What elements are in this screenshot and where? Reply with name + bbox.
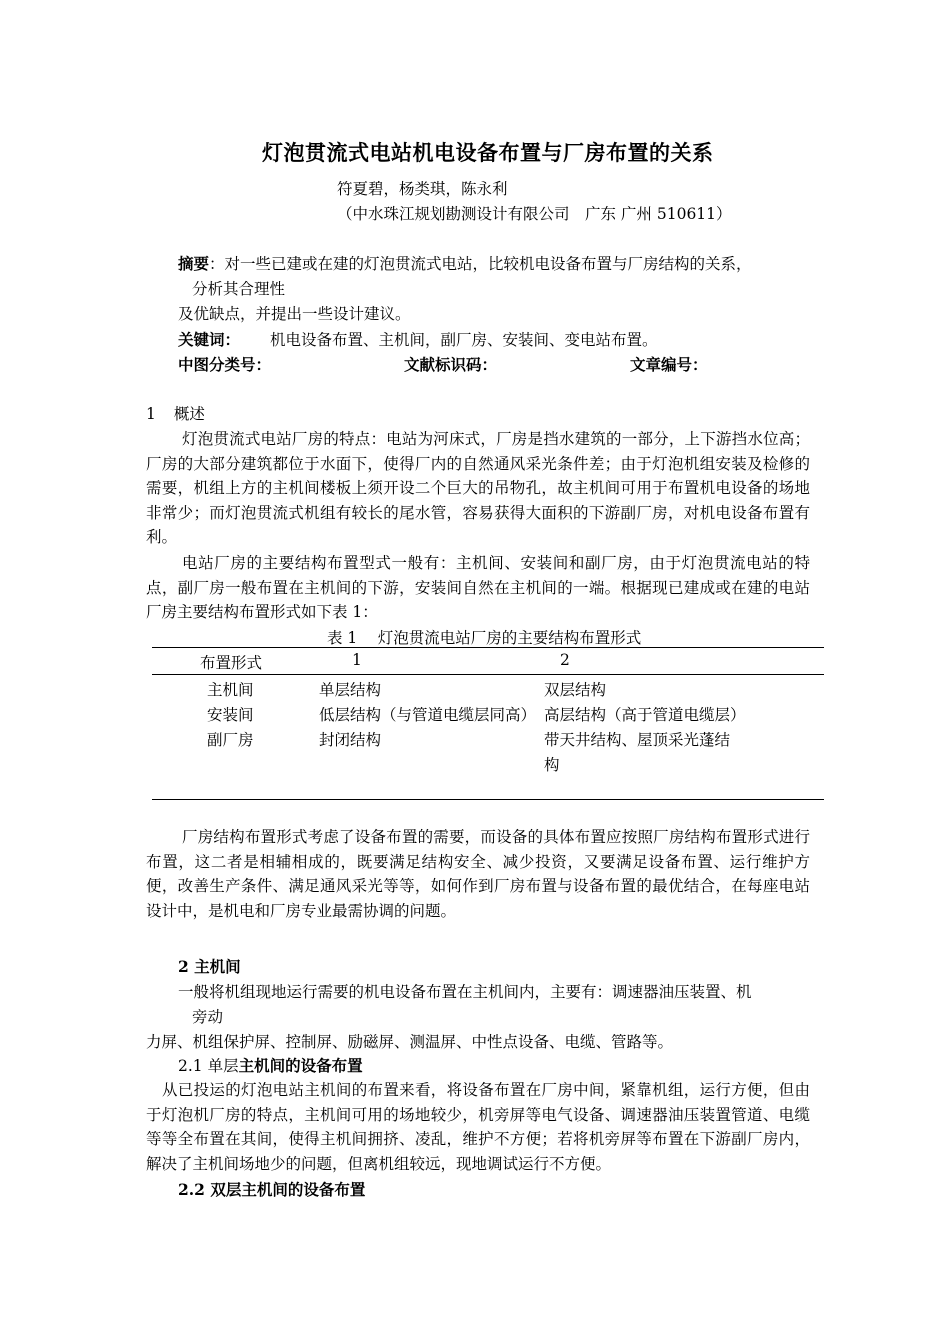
structure-table bbox=[152, 647, 824, 800]
section1-title: 概述 bbox=[173, 405, 205, 423]
table-column-2 bbox=[544, 678, 744, 778]
page-title: 灯泡贯流式电站机电设备布置与厂房布置的关系 bbox=[262, 140, 714, 165]
abstract-text-1: ：对一些已建或在建的灯泡贯流式电站，比较机电设备布置与厂房结构的关系， bbox=[209, 255, 752, 273]
section2-line2: 旁动 bbox=[192, 1008, 224, 1026]
table-caption: 表 1 灯泡贯流电站厂房的主要结构布置形式 bbox=[327, 629, 642, 647]
section2-heading: 2 主机间 bbox=[178, 957, 241, 976]
section2-line1: 一般将机组现地运行需要的机电设备布置在主机间内，主要有：调速器油压装置、机 bbox=[178, 983, 752, 1001]
section1-paragraph-2: 电站厂房的主要结构布置型式一般有：主机间、安装间和副厂房，由于灯泡贯流电站的特点，副厂房一般布置在主机间的下游，安装间自然在主机间的一端。根据现已建成或在建的电站厂房主要结构布置形式如下表 1： bbox=[146, 554, 810, 621]
clc-label: 中图分类号： bbox=[178, 355, 272, 374]
keywords-text: 机电设备布置、主机间，副厂房、安装间、变电站布置。 bbox=[270, 331, 658, 349]
cell-auxiliary-building-1: 封闭结构 bbox=[319, 731, 382, 749]
abstract-line2: 分析其合理性 bbox=[192, 280, 286, 298]
abstract-label: 摘要 bbox=[178, 254, 210, 273]
table-header-rule bbox=[152, 674, 824, 675]
cell-main-hall-2: 双层结构 bbox=[544, 681, 607, 699]
cell-auxiliary-building-2: 带天井结构、屋顶采光蓬结构 bbox=[544, 731, 731, 774]
table-header-1: 1 bbox=[352, 651, 362, 669]
subsection-2-2-heading: 2.2 双层主机间的设备布置 bbox=[178, 1180, 366, 1199]
doc-code-label: 文献标识码： bbox=[404, 355, 498, 374]
keywords-label: 关键词： bbox=[178, 330, 241, 349]
keywords bbox=[178, 328, 658, 350]
section1-heading bbox=[146, 402, 205, 424]
section1-paragraph-3: 厂房结构布置形式考虑了设备布置的需要，而设备的具体布置应按照厂房结构布置形式进行布置，这二者是相辅相成的，既要满足结构安全、减少投资，又要满足设备布置、运行维护方便，改善生产条件、满足通风采光等等，如何作到厂房布置与设备布置的最优结合，在每座电站设计中，是机电和厂房专业最需协调的问题。 bbox=[146, 828, 810, 920]
section1-paragraph-1: 灯泡贯流式电站厂房的特点：电站为河床式，厂房是挡水建筑的一部分，上下游挡水位高；厂房的大部分建筑都位于水面下，使得厂内的自然通风采光条件差；由于灯泡机组安装及检修的需要，机组上方的主机间楼板上须开设二个巨大的吊物孔，故主机间可用于布置机电设备的场地非常少；而灯泡贯流式机组有较长的尾水管，容易获得大面积的下游副厂房，对机电设备布置有利。 bbox=[146, 430, 810, 546]
subsection-2-1-bold: 主机间的设备布置 bbox=[238, 1056, 363, 1075]
row-label-assembly-bay: 安装间 bbox=[207, 706, 254, 724]
table-header-layout: 布置形式 bbox=[200, 654, 263, 672]
table-row-labels bbox=[207, 678, 254, 753]
table-header-2: 2 bbox=[560, 651, 570, 669]
row-label-auxiliary-building: 副厂房 bbox=[207, 731, 254, 749]
authors: 符夏碧，杨类琪，陈永利 bbox=[337, 180, 508, 198]
section1-number: 1 bbox=[146, 405, 156, 423]
article-no-label: 文章编号： bbox=[630, 355, 708, 374]
cell-main-hall-1: 单层结构 bbox=[319, 681, 382, 699]
table-column-1 bbox=[319, 678, 537, 753]
cell-assembly-bay-2: 高层结构（高于管道电缆层） bbox=[544, 706, 746, 724]
section2-line3: 力屏、机组保护屏、控制屏、励磁屏、测温屏、中性点设备、电缆、管路等。 bbox=[146, 1033, 674, 1051]
subsection-2-1-heading bbox=[178, 1054, 363, 1076]
affiliation: （中水珠江规划勘测设计有限公司 广东 广州 510611） bbox=[337, 205, 732, 223]
row-label-main-hall: 主机间 bbox=[207, 681, 254, 699]
abstract-line1 bbox=[178, 252, 752, 274]
cell-assembly-bay-1: 低层结构（与管道电缆层同高） bbox=[319, 706, 537, 724]
abstract-line3: 及优缺点，并提出一些设计建议。 bbox=[178, 305, 411, 323]
subsection-2-1-paragraph: 从已投运的灯泡电站主机间的布置来看，将设备布置在厂房中间，紧靠机组，运行方便，但由于灯泡机厂房的特点，主机间可用的场地较少，机旁屏等电气设备、调速器油压装置管道、电缆等等全布置在其间，使得主机间拥挤、凌乱，维护不方便；若将机旁屏等布置在下游副厂房内，解决了主机间场地少的问题，但离机组较远，现地调试运行不方便。 bbox=[146, 1081, 810, 1173]
subsection-2-1-prefix: 2.1 单层 bbox=[178, 1057, 239, 1075]
